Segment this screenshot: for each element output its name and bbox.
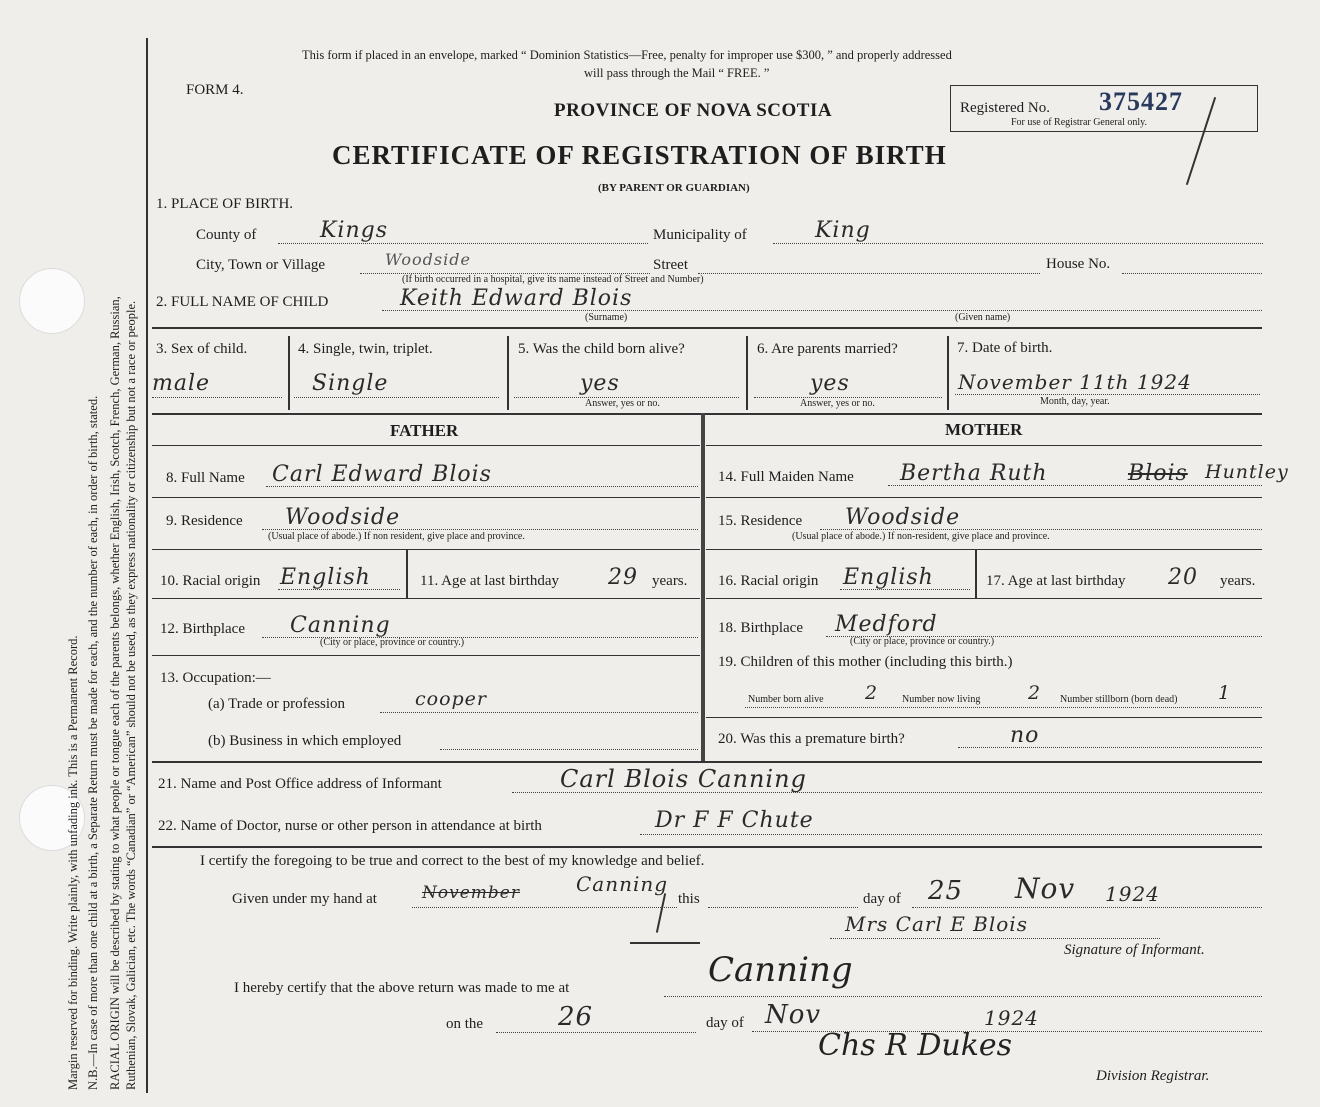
registrar-note: For use of Registrar General only.	[1011, 117, 1147, 128]
father-age-label: 11. Age at last birthday	[420, 573, 559, 589]
mother-age-value: 20	[1168, 565, 1198, 590]
mother-heading: MOTHER	[945, 420, 1023, 439]
col-divider-3	[746, 336, 748, 410]
house-label: House No.	[1046, 256, 1111, 272]
cert-tick-mark	[656, 893, 666, 933]
doctor-line	[640, 834, 1262, 835]
single-value: Single	[312, 371, 389, 396]
registrar-day-of-label: day of	[706, 1015, 744, 1031]
municipality-label: Municipality of	[653, 227, 747, 243]
certificate-title: CERTIFICATE OF REGISTRATION OF BIRTH	[332, 140, 947, 170]
father-residence-note: (Usual place of abode.) If non resident, give place and province.	[268, 531, 525, 542]
registrar-year-value: 1924	[984, 1006, 1039, 1030]
business-label: (b) Business in which employed	[208, 733, 402, 749]
cert-underline	[630, 942, 700, 944]
stillborn-value: 1	[1218, 682, 1232, 704]
father-rule-2	[152, 549, 700, 550]
section-rule-left	[152, 445, 700, 446]
registrar-place-line	[664, 996, 1262, 997]
father-birthplace-label: 12. Birthplace	[160, 621, 245, 637]
postal-notice-line1: This form if placed in an envelope, marked “ Dominion Statistics—Free, penalty for improper use $300, ” and properly addressed	[302, 48, 952, 62]
house-line	[1122, 273, 1262, 274]
margin-rule	[146, 38, 148, 1093]
registrar-month-value: Nov	[765, 1000, 822, 1030]
premature-label: 20. Was this a premature birth?	[718, 731, 905, 747]
margin-instruction-2: N.B.—In case of more than one child at a birth, a Separate Return must be made for each, and the number of each, in order of birth, stated.	[86, 395, 100, 1090]
married-value: yes	[810, 371, 850, 396]
doctor-label: 22. Name of Doctor, nurse or other person in attendance at birth	[158, 818, 542, 834]
father-rule-3	[152, 598, 700, 599]
father-rule-1	[152, 497, 700, 498]
col-divider-2	[507, 336, 509, 410]
given-label: Given under my hand at	[232, 891, 377, 907]
cert-statement: I certify the foregoing to be true and correct to the best of my knowledge and belief.	[200, 853, 705, 869]
day-of-label: day of	[863, 891, 901, 907]
now-living-label: Number now living	[902, 694, 981, 705]
father-col-divider	[406, 550, 408, 598]
registrar-place-value: Canning	[708, 950, 853, 990]
now-living-value: 2	[1028, 682, 1042, 704]
mother-residence-label: 15. Residence	[718, 513, 803, 529]
sex-line	[152, 397, 282, 398]
mother-birthplace-value: Medford	[835, 612, 938, 637]
father-racial-value: English	[280, 565, 371, 590]
mother-residence-value: Woodside	[845, 505, 961, 530]
city-value: Woodside	[385, 250, 471, 269]
trade-value: cooper	[415, 688, 488, 710]
on-the-label: on the	[446, 1016, 484, 1032]
margin-instruction-1: Margin reserved for binding. Write plainly, with unfading ink. This is a Permanent Record.	[66, 635, 80, 1090]
sex-label: 3. Sex of child.	[156, 341, 248, 357]
mother-name-label: 14. Full Maiden Name	[718, 469, 854, 485]
father-birthplace-value: Canning	[290, 613, 391, 638]
given-name-note: (Given name)	[955, 312, 1011, 323]
dob-note: Month, day, year.	[1040, 396, 1110, 407]
margin-instruction-4: Ruthenian, Slovak, Galician, etc. The words “Canadian” or “American” should not be used, as they express nationality or citizenship but not a race or people.	[124, 300, 138, 1090]
single-label: 4. Single, twin, triplet.	[298, 341, 433, 357]
given-struck: November	[422, 883, 520, 903]
children-line	[745, 707, 1262, 708]
mother-name-value: Bertha Ruth	[900, 461, 1048, 486]
dob-line	[955, 394, 1260, 395]
informant-signature: Mrs Carl E Blois	[845, 912, 1028, 936]
business-line	[440, 749, 698, 750]
informant-value: Carl Blois Canning	[560, 765, 807, 793]
married-note: Answer, yes or no.	[800, 398, 875, 409]
this-label: this	[678, 891, 700, 907]
mother-residence-note: (Usual place of abode.) If non-resident, give place and province.	[792, 531, 1050, 542]
signature-label: Signature of Informant.	[1064, 942, 1205, 958]
dob-label: 7. Date of birth.	[957, 340, 1053, 356]
day-value: 25	[928, 876, 964, 906]
registrar-statement: I hereby certify that the above return was made to me at	[234, 980, 570, 996]
mother-birthplace-note: (City or place, province or country.)	[850, 636, 995, 647]
form-number: FORM 4.	[186, 82, 244, 98]
mother-col-divider	[975, 550, 977, 598]
county-value: Kings	[320, 218, 389, 243]
mother-birthplace-label: 18. Birthplace	[718, 620, 803, 636]
premature-value: no	[1010, 723, 1040, 748]
trade-line	[380, 712, 698, 713]
single-line	[294, 397, 499, 398]
year-value: 1924	[1105, 882, 1160, 906]
mother-years: years.	[1220, 573, 1256, 589]
county-label: County of	[196, 227, 257, 243]
on-the-line	[496, 1032, 696, 1033]
division-registrar-label: Division Registrar.	[1096, 1068, 1210, 1084]
father-name-value: Carl Edward Blois	[272, 462, 492, 487]
father-heading: FATHER	[390, 421, 459, 440]
father-rule-4	[152, 655, 700, 656]
this-line	[708, 907, 858, 908]
premature-line	[958, 747, 1262, 748]
born-alive-value: 2	[865, 682, 879, 704]
place-heading: 1. PLACE OF BIRTH.	[156, 196, 294, 212]
municipality-value: King	[815, 218, 871, 243]
city-label: City, Town or Village	[196, 257, 326, 273]
postal-notice-line2: will pass through the Mail “ FREE. ”	[584, 66, 770, 80]
alive-label: 5. Was the child born alive?	[518, 341, 685, 357]
street-label: Street	[653, 257, 688, 273]
sex-value: male	[152, 371, 211, 396]
surname-note: (Surname)	[585, 312, 628, 323]
mother-racial-label: 16. Racial origin	[718, 573, 819, 589]
certificate-subtitle: (BY PARENT OR GUARDIAN)	[598, 182, 750, 194]
doctor-value: Dr F F Chute	[655, 808, 814, 833]
born-alive-label: Number born alive	[748, 694, 824, 705]
trade-label: (a) Trade or profession	[208, 696, 346, 712]
alive-value: yes	[580, 371, 620, 396]
month-value: Nov	[1015, 872, 1076, 905]
mother-age-label: 17. Age at last birthday	[986, 573, 1126, 589]
father-name-label: 8. Full Name	[166, 470, 245, 486]
municipality-line	[773, 243, 1263, 244]
day-line	[912, 907, 1262, 908]
father-racial-label: 10. Racial origin	[160, 573, 261, 589]
mother-rule-3	[706, 598, 1262, 599]
father-years: years.	[652, 573, 688, 589]
registered-value: 375427	[1099, 87, 1183, 116]
center-divider	[701, 413, 705, 761]
mother-rule-4	[706, 717, 1262, 718]
on-the-value: 26	[558, 1002, 594, 1032]
stillborn-label: Number stillborn (born dead)	[1060, 694, 1178, 705]
binding-hole-top	[19, 268, 85, 334]
child-name-value: Keith Edward Blois	[400, 286, 633, 311]
child-name-label: 2. FULL NAME OF CHILD	[156, 294, 329, 310]
father-birthplace-note: (City or place, province or country.)	[320, 637, 465, 648]
county-line	[278, 243, 648, 244]
mother-name-struck: Blois	[1128, 461, 1188, 486]
separator-2	[152, 413, 1262, 415]
registrar-signature: Chs R Dukes	[818, 1028, 1013, 1063]
mother-rule-2	[706, 549, 1262, 550]
given-line	[412, 907, 677, 908]
married-label: 6. Are parents married?	[757, 341, 898, 357]
children-label: 19. Children of this mother (including this birth.)	[718, 654, 1013, 670]
province-title: PROVINCE OF NOVA SCOTIA	[554, 100, 833, 121]
section-rule-right	[706, 445, 1262, 446]
father-residence-value: Woodside	[285, 505, 401, 530]
registered-label: Registered No.	[960, 100, 1050, 116]
signature-line	[830, 938, 1160, 939]
hospital-note: (If birth occurred in a hospital, give its name instead of Street and Number)	[402, 274, 704, 285]
separator-4	[152, 846, 1262, 848]
given-value: Canning	[576, 872, 669, 896]
col-divider-1	[288, 336, 290, 410]
col-divider-4	[947, 336, 949, 410]
alive-note: Answer, yes or no.	[585, 398, 660, 409]
dob-value: November 11th 1924	[958, 370, 1192, 394]
separator-3	[152, 761, 1262, 763]
mother-name-correction: Huntley	[1205, 461, 1289, 483]
mother-rule-1	[706, 497, 1262, 498]
street-line	[698, 273, 1040, 274]
mother-racial-value: English	[843, 565, 934, 590]
informant-label: 21. Name and Post Office address of Informant	[158, 776, 442, 792]
separator-1	[152, 327, 1262, 329]
father-age-value: 29	[608, 565, 638, 590]
father-residence-label: 9. Residence	[166, 513, 243, 529]
margin-instruction-3: RACIAL ORIGIN will be described by stating to what people or tongue each of the parents belongs, whether English, Irish, Scotch, French, German, Russian,	[108, 296, 122, 1090]
occupation-label: 13. Occupation:—	[160, 670, 271, 686]
